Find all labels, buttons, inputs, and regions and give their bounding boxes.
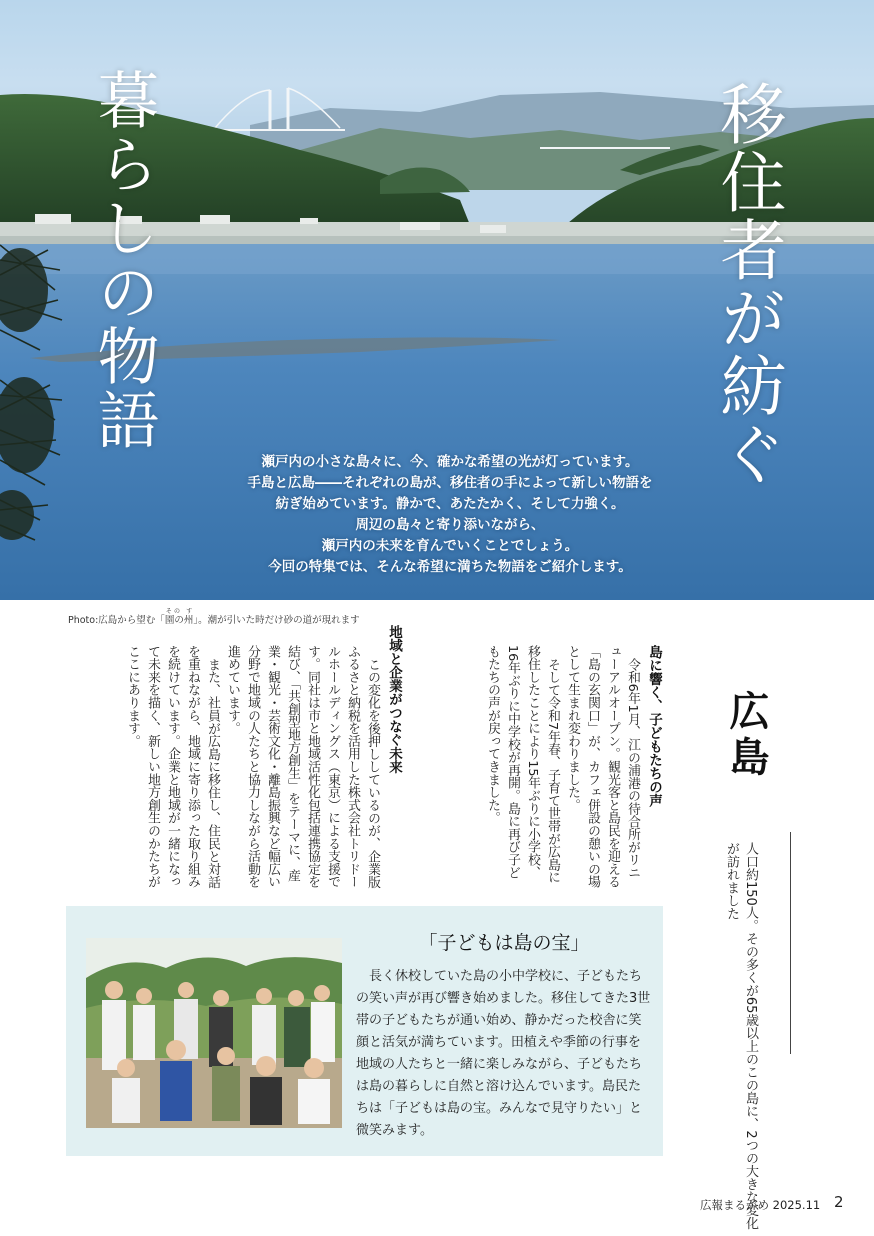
lead-line: 紡ぎ始めています。静かで、あたたかく、そして力強く。 xyxy=(275,496,625,512)
paragraph: また、社員が広島に移住し、住民と対話を重ねながら、地域に寄り添った取り組みを続けています。企業と地域が一緒になって未来を描く、新しい地方創生のかたちがここにあります。 xyxy=(125,645,220,889)
feature-box xyxy=(66,906,663,1156)
page-number: 2 xyxy=(834,1193,844,1211)
group-photo-illustration xyxy=(86,938,342,1128)
island-name: 広島 xyxy=(723,690,770,782)
feature-box-body: 長く休校していた島の小中学校に、子どもたちの笑い声が再び響き始めました。移住してきた3世帯の子どもたちが通い始め、静かだった校舎に笑顔と活気が満ちています。田植えや季節の行事を地域の人たちと一緒に楽しみながら、子どもたちは島の暮らしに自然と溶け込んでいます。島民たちは「子どもは島の宝。みんなで見守りたい」と微笑みます。 xyxy=(356,969,651,1138)
lead-line: 瀬戸内の小さな島々に、今、確かな希望の光が灯っています。 xyxy=(261,454,639,470)
group-photo xyxy=(86,938,342,1128)
footer-magazine-name: 広報まるがめ 2025.11 xyxy=(700,1198,821,1212)
feature-title-right: 移住者が紡ぐ xyxy=(709,80,786,488)
feature-title-left: 暮らしの物語 xyxy=(87,68,160,452)
photo-caption: Photo:広島から望む「園の州その す」。潮が引いた時だけ砂の道が現れます xyxy=(68,608,360,626)
section-body-children-voices xyxy=(422,645,642,889)
lead-line: 今回の特集では、そんな希望に満ちた物語をご紹介します。 xyxy=(268,559,632,575)
paragraph: 令和6年1月、江の浦港の待合所がリニューアルオープン。観光客と島民を迎える「島の玄関口」が、カフェ併設の憩いの場として生まれ変わりました。 xyxy=(565,645,640,889)
section-heading-region-company: 地域と企業がつなぐ未来 xyxy=(386,625,402,774)
lead-line: 周辺の島々と寄り添いながら、 xyxy=(355,517,545,533)
feature-box-title: 「子どもは島の宝」 xyxy=(418,932,590,954)
lead-line: 手島と広島――それぞれの島が、移住者の手によって新しい物語を xyxy=(247,475,653,491)
hero-photo xyxy=(0,0,874,600)
paragraph: この変化を後押ししているのが、企業版ふるさと納税を活用した株式会社トリドールホールディングス（東京）による支援です。同社は市と地域活性化包括連携協定を結び、「共創型地方創生」をテーマに、産業・観光・芸術文化・離島振興など幅広い分野で地域の人たちと協力しながら活動を進めています。 xyxy=(225,645,380,889)
divider xyxy=(790,832,791,1054)
section-body-region-company xyxy=(62,645,382,889)
section-heading-children-voices: 島に響く、子どもたちの声 xyxy=(646,645,662,807)
lead-line: 瀬戸内の未来を育んでいくことでしょう。 xyxy=(321,538,579,554)
island-info: 人口約150人。その多くが65歳以上のこの島に、2つの大きな変化が訪れました xyxy=(724,842,758,1230)
paragraph: そして令和7年春、子育て世帯が広島に移住したことにより15年ぶりに小学校、16年ぶりに中学校が再開。島に再び子どもたちの声が戻ってきました。 xyxy=(485,645,560,884)
lead-text xyxy=(200,452,700,578)
